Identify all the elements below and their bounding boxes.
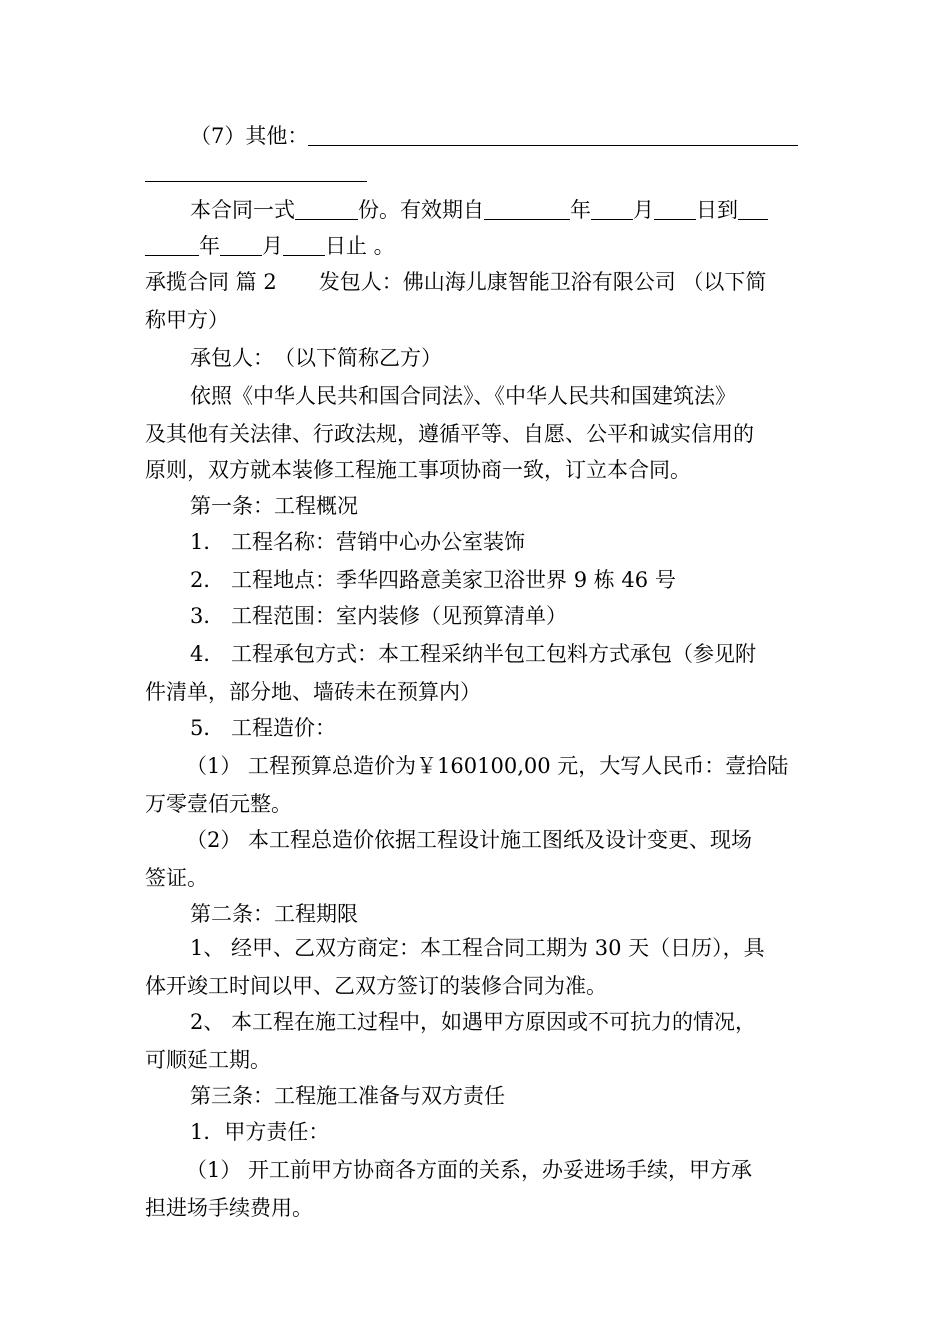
cost-clause-2a: （2） 本工程总造价依据工程设计施工图纸及设计变更、现场 xyxy=(186,828,753,852)
para-basis-2: 及其他有关法律、行政法规，遵循平等、自愿、公平和诚实信用的 xyxy=(145,422,754,446)
fill-blank-year-to-a xyxy=(738,197,768,220)
copies-validity-line xyxy=(190,196,805,224)
term-clause-1b: 体开竣工时间以甲、乙双方签订的装修合同为准。 xyxy=(145,974,607,998)
item-contract-mode-1: 4． 工程承包方式：本工程采纳半包工包料方式承包（参见附 xyxy=(190,642,757,666)
text-day-to: 日到 xyxy=(696,198,738,222)
item-project-location: 2． 工程地点：季华四路意美家卫浴世界 9 栋 46 号 xyxy=(190,568,676,592)
item-project-name: 1． 工程名称：营销中心办公室装饰 xyxy=(190,530,526,554)
validity-end-line xyxy=(145,232,805,260)
para-basis-1: 依照《中华人民共和国合同法》、《中华人民共和国建筑法》 xyxy=(190,384,736,408)
cost-clause-1a: （1） 工程预算总造价为￥160100,00 元，大写人民币：壹拾陆 xyxy=(186,754,789,778)
text-contract-copies: 本合同一式 xyxy=(190,198,295,222)
article-3-title: 第三条：工程施工准备与双方责任 xyxy=(190,1084,505,1108)
clause-7-label: （7）其他： xyxy=(190,124,309,148)
text-year-to: 年 xyxy=(199,234,220,258)
fill-blank-month-from xyxy=(591,197,633,220)
fill-blank-year-to-b xyxy=(145,233,199,256)
fill-blank-copies xyxy=(295,197,358,220)
article-2-title: 第二条：工程期限 xyxy=(190,902,358,926)
fill-blank-other xyxy=(308,123,798,146)
cost-clause-1b: 万零壹佰元整。 xyxy=(145,792,292,816)
article-1-title: 第一条：工程概况 xyxy=(190,494,358,518)
term-clause-2a: 2、 本工程在施工过程中，如遇甲方原因或不可抗力的情况， xyxy=(190,1010,757,1034)
item-project-scope: 3． 工程范围：室内装修（见预算清单） xyxy=(190,604,568,628)
term-clause-2b: 可顺延工期。 xyxy=(145,1048,271,1072)
fill-blank-day-from xyxy=(654,197,696,220)
party-a-duty-1a: （1） 开工前甲方协商各方面的关系，办妥进场手续，甲方承 xyxy=(186,1158,753,1182)
text-day-end: 日止 。 xyxy=(325,234,395,258)
item-contract-mode-2: 件清单，部分地、墙砖未在预算内） xyxy=(145,680,481,704)
text-year: 年 xyxy=(570,198,591,222)
party-b: 承包人： （以下简称乙方） xyxy=(190,346,442,370)
cost-clause-2b: 签证。 xyxy=(145,866,208,890)
para-basis-3: 原则，双方就本装修工程施工事项协商一致，订立本合同。 xyxy=(145,458,691,482)
party-a-duties-title: 1．甲方责任： xyxy=(190,1120,330,1144)
party-a-duty-1b: 担进场手续费用。 xyxy=(145,1196,313,1220)
fill-blank-month-to xyxy=(220,233,262,256)
text-validity-from: 份。有效期自 xyxy=(358,198,484,222)
text-month: 月 xyxy=(633,198,654,222)
heading-contract-2: 承揽合同 篇 2 发包人：佛山海儿康智能卫浴有限公司 （以下简 xyxy=(145,270,767,294)
clause-7-other xyxy=(190,122,805,150)
text-month-to: 月 xyxy=(262,234,283,258)
term-clause-1a: 1、 经甲、乙双方商定：本工程合同工期为 30 天（日历），具 xyxy=(190,936,765,960)
fill-blank-year-from xyxy=(484,197,570,220)
party-a-cont: 称甲方） xyxy=(145,308,229,332)
clause-7-other-cont xyxy=(145,158,805,186)
fill-blank-day-to xyxy=(283,233,325,256)
fill-blank-other-cont xyxy=(145,159,367,182)
item-project-cost: 5． 工程造价： xyxy=(190,716,337,740)
